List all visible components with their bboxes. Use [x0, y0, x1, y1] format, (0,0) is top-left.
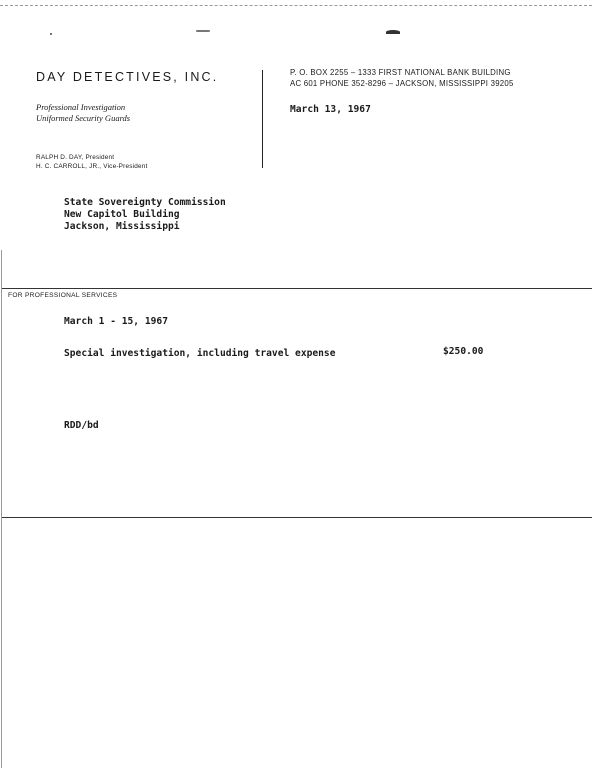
services-label: FOR PROFESSIONAL SERVICES	[8, 292, 118, 299]
company-taglines	[36, 102, 130, 124]
address-line-phone: AC 601 PHONE 352-8296 – JACKSON, MISSISSIPPI 39205	[290, 79, 514, 88]
officers-list	[36, 153, 147, 171]
officer-president	[36, 153, 147, 162]
company-name: DAY DETECTIVES, INC.	[36, 70, 219, 84]
tagline-security: Uniformed Security Guards	[36, 113, 131, 123]
letterhead-divider	[262, 70, 263, 168]
officer-name: RALPH D. DAY,	[36, 154, 86, 161]
scan-speck	[196, 30, 210, 32]
officer-title: Vice-President	[103, 163, 148, 170]
typist-initials: RDD/bd	[64, 420, 99, 431]
service-period: March 1 - 15, 1967	[64, 316, 168, 327]
services-top-rule	[2, 288, 592, 289]
recipient-line: New Capitol Building	[64, 209, 180, 220]
scan-edge-left	[1, 250, 2, 768]
officer-name: H. C. CARROLL, JR.,	[36, 163, 104, 170]
services-bottom-rule	[2, 517, 592, 518]
scan-edge-top	[0, 5, 592, 6]
recipient-line: Jackson, Mississippi	[64, 221, 180, 232]
recipient-address	[64, 197, 226, 233]
tagline-investigation: Professional Investigation	[36, 102, 126, 112]
officer-title: President	[85, 154, 115, 161]
service-item-description: Special investigation, including travel expense	[64, 348, 336, 359]
address-line-po-box: P. O. BOX 2255 – 1333 FIRST NATIONAL BANK BUILDING	[290, 68, 511, 77]
invoice-date: March 13, 1967	[290, 104, 371, 115]
scan-speck	[386, 30, 400, 34]
company-address	[290, 67, 514, 89]
scan-speck	[50, 33, 52, 35]
service-item-amount: $250.00	[443, 346, 484, 357]
officer-vice-president	[36, 162, 147, 171]
recipient-line: State Sovereignty Commission	[64, 197, 226, 208]
